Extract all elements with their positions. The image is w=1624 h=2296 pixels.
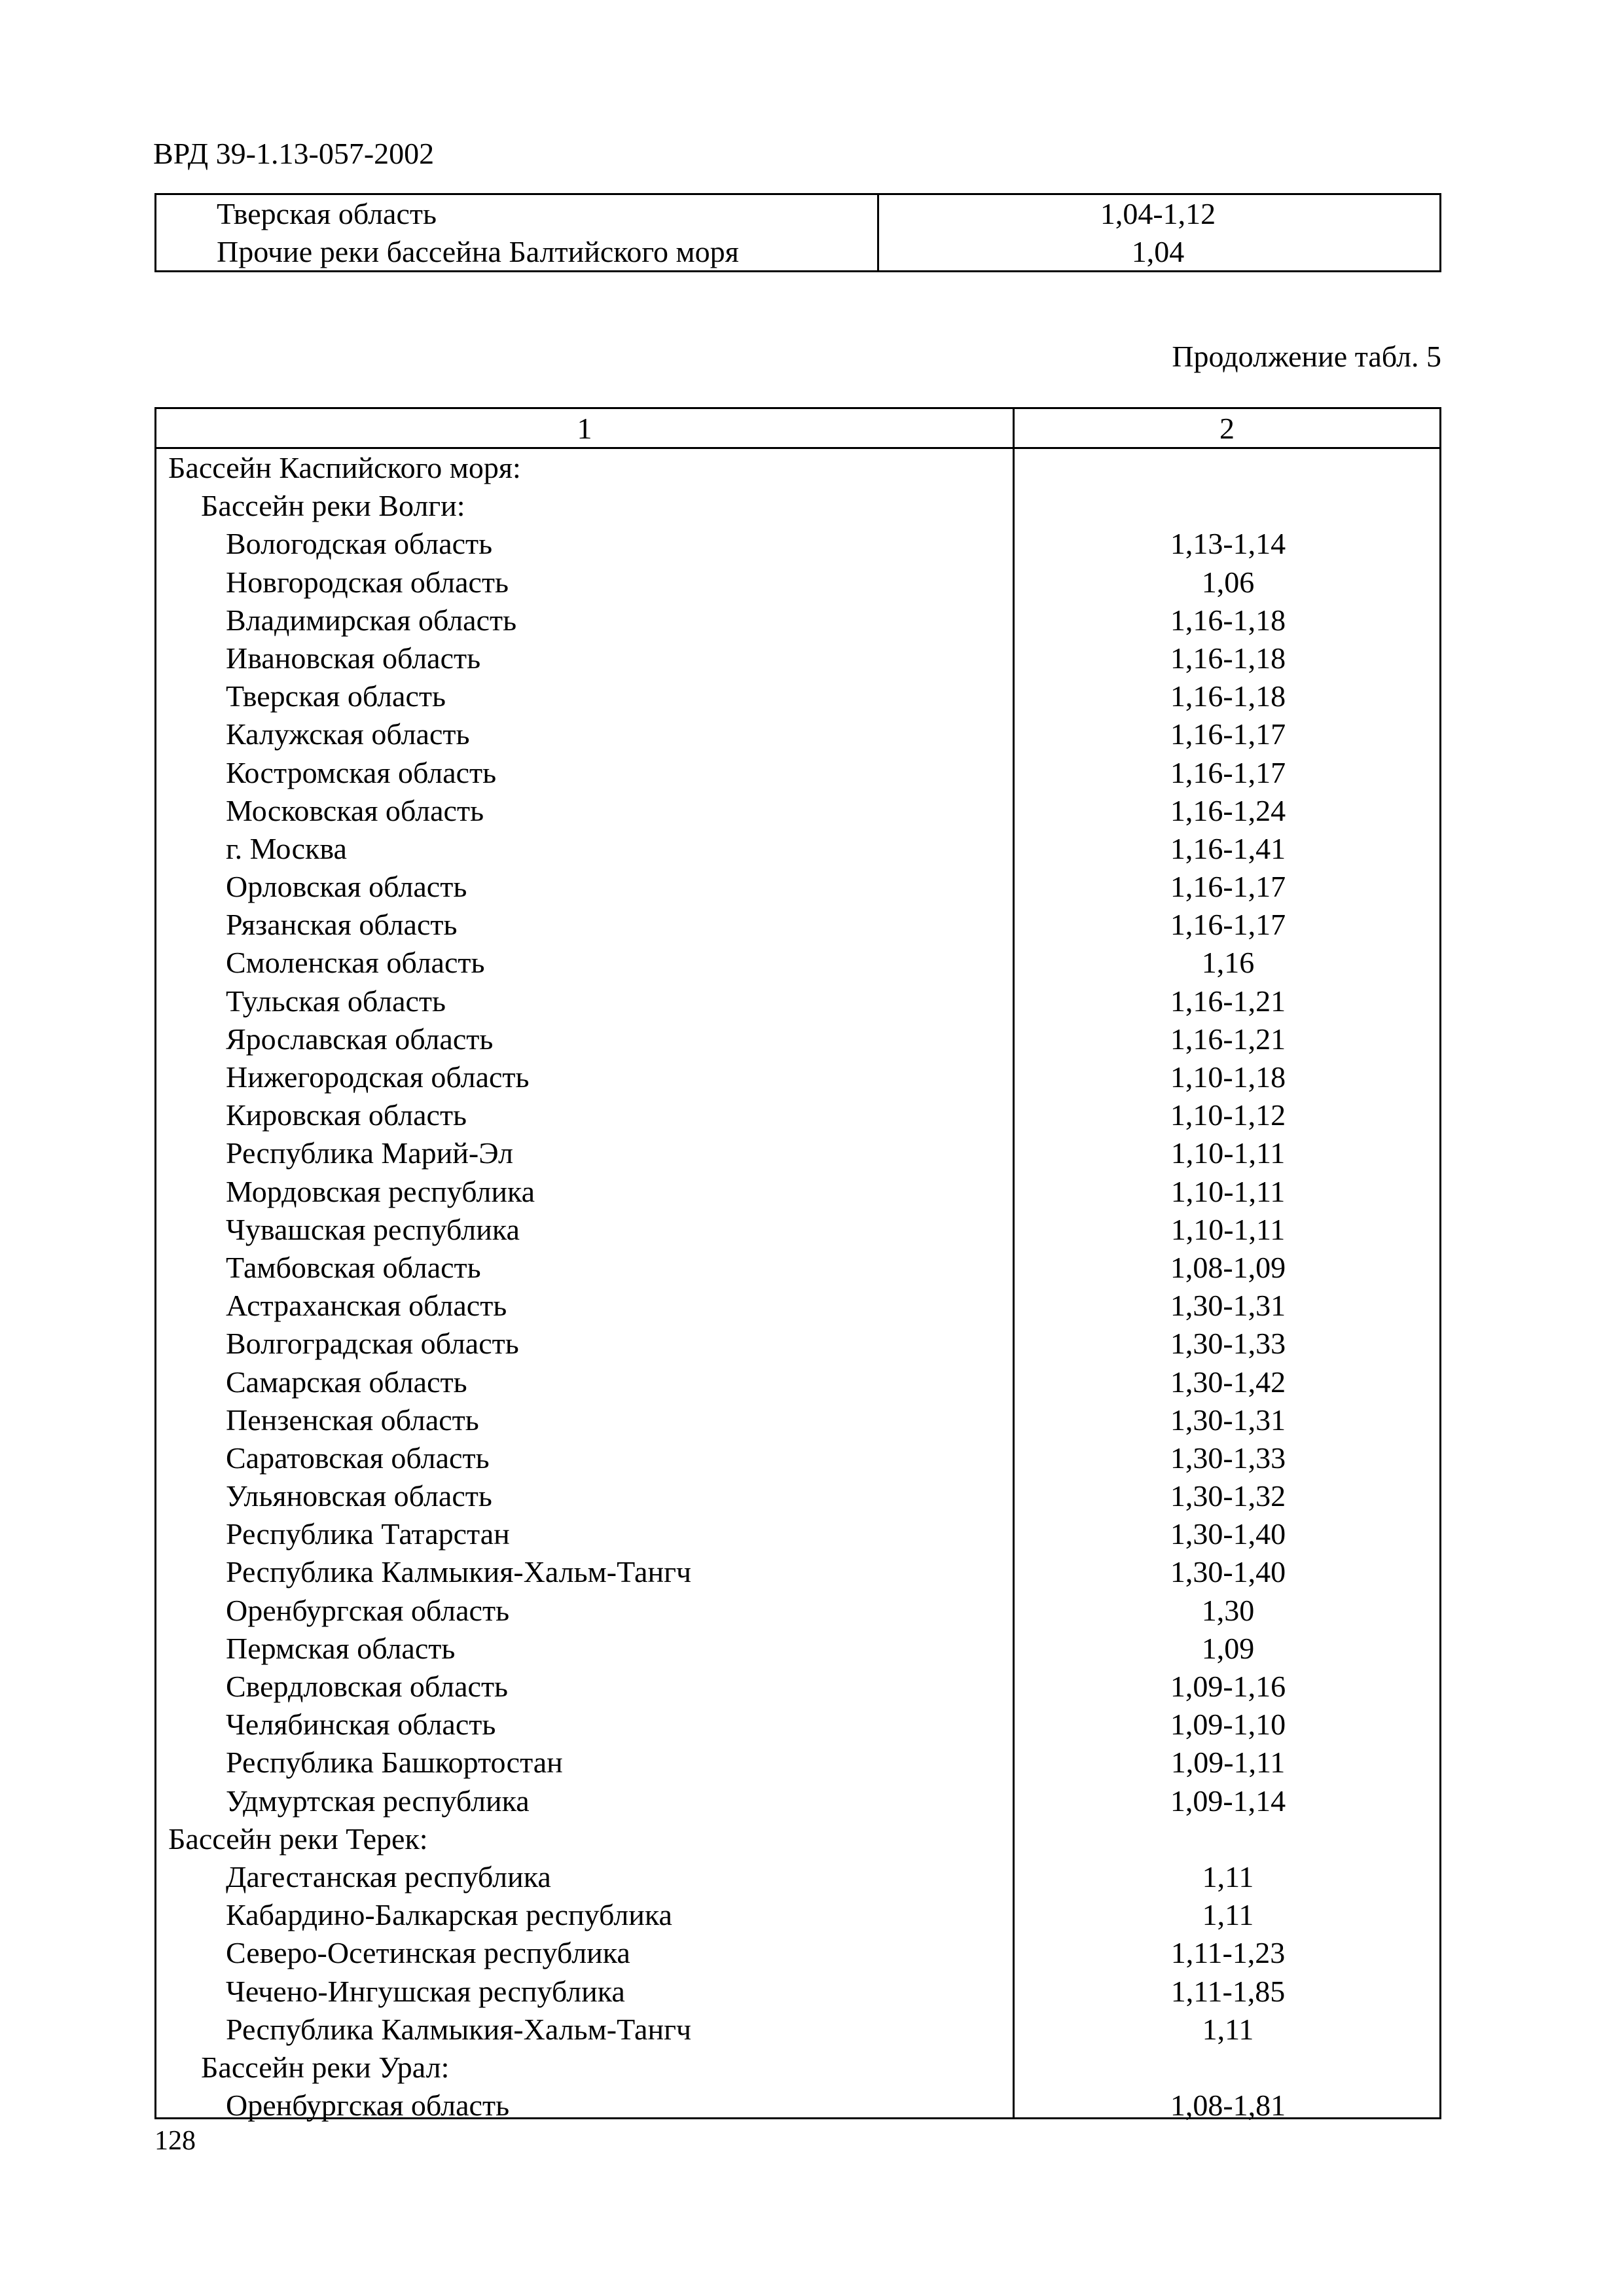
table-row (156, 1820, 1439, 1858)
table-row (156, 449, 1439, 487)
table-row (156, 1134, 1439, 1172)
table-row (156, 1592, 1439, 1630)
table-row (156, 487, 1439, 525)
region-name: Тамбовская область (226, 1250, 481, 1284)
region-name: Республика Татарстан (226, 1517, 510, 1551)
table-row (156, 2011, 1439, 2049)
coefficient-value: 1,06 (1201, 565, 1255, 599)
region-name: Бассейн реки Волги: (201, 489, 465, 523)
table-body (156, 449, 1439, 2125)
table-row (156, 1706, 1439, 1744)
table-row (156, 906, 1439, 944)
coefficient-value: 1,16-1,17 (1170, 755, 1286, 789)
region-name: Владимирская область (226, 603, 517, 637)
region-name: Вологодская область (226, 527, 493, 561)
region-name: Смоленская область (226, 946, 485, 980)
table-continuation-label: Продолжение табл. 5 (1172, 340, 1441, 373)
region-name: Кабардино-Балкарская республика (226, 1898, 672, 1932)
coefficient-value: 1,11 (1202, 1859, 1254, 1893)
coefficient-value: 1,16-1,21 (1170, 984, 1286, 1018)
table-row (156, 1896, 1439, 1934)
table-row (156, 1477, 1439, 1515)
region-name: Республика Марий-Эл (226, 1136, 513, 1170)
coefficient-value: 1,10-1,12 (1170, 1098, 1286, 1132)
table-row (156, 1058, 1439, 1096)
region-name: Дагестанская республика (226, 1859, 551, 1893)
coefficient-value: 1,16-1,17 (1170, 908, 1286, 942)
region-name: Чечено-Ингушская республика (226, 1974, 625, 2008)
region-name: г. Москва (226, 831, 347, 865)
table-row (156, 1211, 1439, 1249)
coefficient-value: 1,16-1,21 (1170, 1022, 1286, 1056)
region-name: Новгородская область (226, 565, 509, 599)
coefficient-value: 1,30-1,33 (1170, 1441, 1286, 1475)
table-row (156, 525, 1439, 563)
region-name: Удмуртская республика (226, 1784, 530, 1818)
table-row (156, 639, 1439, 677)
region-name: Тульская область (226, 984, 446, 1018)
table-row (156, 1363, 1439, 1401)
document-code: ВРД 39-1.13-057-2002 (153, 137, 435, 170)
coefficient-value: 1,16 (1201, 946, 1255, 980)
region-name: Костромская область (226, 755, 497, 789)
region-name: Тверская область (226, 679, 446, 713)
table-row (156, 1782, 1439, 1820)
region-name: Бассейн Каспийского моря: (168, 451, 521, 484)
table-row (156, 1249, 1439, 1287)
region-name: Республика Калмыкия-Хальм-Тангч (226, 1555, 692, 1589)
table-row (156, 1973, 1439, 2011)
table-row (156, 754, 1439, 792)
region-name: Калужская область (226, 717, 470, 751)
region-name: Оренбургская область (226, 2089, 510, 2123)
table-row (156, 2087, 1439, 2125)
table-row (156, 677, 1439, 715)
region-name: Республика Калмыкия-Хальм-Тангч (226, 2012, 692, 2046)
column-header-2: 2 (1219, 412, 1235, 445)
region-name: Оренбургская область (226, 1593, 510, 1627)
coefficient-value: 1,16-1,18 (1170, 679, 1286, 713)
table-row (156, 1439, 1439, 1477)
table-row (156, 982, 1439, 1020)
region-name: Самарская область (226, 1365, 467, 1399)
table-row (156, 868, 1439, 906)
coefficient-value: 1,04 (1131, 235, 1185, 268)
coefficient-value: 1,16-1,18 (1170, 603, 1286, 637)
coefficient-value: 1,16-1,24 (1170, 793, 1286, 827)
continued-table-top (154, 193, 1441, 272)
coefficient-value: 1,30-1,40 (1170, 1555, 1286, 1589)
table-row (156, 830, 1439, 868)
region-name: Бассейн реки Урал: (201, 2050, 450, 2084)
table-row (156, 195, 1439, 233)
table-row (156, 564, 1439, 601)
coefficient-value: 1,13-1,14 (1170, 527, 1286, 561)
table-row (156, 1934, 1439, 1972)
region-name: Мордовская республика (226, 1174, 535, 1208)
region-name: Республика Башкортостан (226, 1746, 563, 1780)
region-name: Чувашская республика (226, 1212, 520, 1246)
coefficient-value: 1,30-1,40 (1170, 1517, 1286, 1551)
coefficient-value: 1,30-1,42 (1170, 1365, 1286, 1399)
table-row (156, 715, 1439, 753)
region-name: Пензенская область (226, 1403, 479, 1437)
table-row (156, 1096, 1439, 1134)
coefficient-value: 1,30-1,32 (1170, 1479, 1286, 1513)
table-row (156, 944, 1439, 982)
coefficient-value: 1,09-1,11 (1170, 1746, 1286, 1780)
coefficient-value: 1,08-1,09 (1170, 1250, 1286, 1284)
coefficient-value: 1,09-1,10 (1170, 1708, 1286, 1742)
coefficient-value: 1,11-1,23 (1170, 1936, 1286, 1970)
coefficient-value: 1,16-1,17 (1170, 717, 1286, 751)
table-row (156, 1668, 1439, 1706)
region-name: Московская область (226, 793, 484, 827)
table-row (156, 1515, 1439, 1553)
region-name: Тверская область (217, 197, 437, 230)
coefficient-value: 1,30-1,31 (1170, 1289, 1286, 1323)
coefficient-value: 1,11 (1202, 1898, 1254, 1932)
region-name: Кировская область (226, 1098, 467, 1132)
coefficients-table (154, 407, 1441, 2123)
coefficient-value: 1,04-1,12 (1100, 197, 1216, 230)
coefficient-value: 1,16-1,17 (1170, 870, 1286, 904)
region-name: Бассейн реки Терек: (168, 1821, 428, 1856)
coefficient-value: 1,16-1,18 (1170, 641, 1286, 675)
coefficient-value: 1,10-1,18 (1170, 1060, 1286, 1094)
column-header-1: 1 (577, 412, 592, 445)
table-row (156, 1325, 1439, 1363)
table-row (156, 1744, 1439, 1782)
region-name: Астраханская область (226, 1289, 507, 1323)
table-row (156, 1553, 1439, 1591)
table-row (156, 1287, 1439, 1325)
table-row (156, 1858, 1439, 1896)
page-number: 128 (154, 2126, 196, 2156)
table-row (156, 233, 1439, 271)
region-name: Ярославская область (226, 1022, 494, 1056)
region-name: Ульяновская область (226, 1479, 492, 1513)
coefficient-value: 1,11 (1202, 2012, 1254, 2046)
table-row (156, 1173, 1439, 1211)
region-name: Саратовская область (226, 1441, 490, 1475)
coefficient-value: 1,10-1,11 (1170, 1212, 1286, 1246)
coefficient-value: 1,30-1,33 (1170, 1327, 1286, 1361)
region-name: Волгоградская область (226, 1327, 519, 1361)
coefficient-value: 1,30 (1201, 1593, 1255, 1627)
region-name: Пермская область (226, 1631, 456, 1665)
region-name: Нижегородская область (226, 1060, 530, 1094)
region-name: Прочие реки бассейна Балтийского моря (217, 235, 739, 268)
coefficient-value: 1,10-1,11 (1170, 1136, 1286, 1170)
coefficient-value: 1,09-1,14 (1170, 1784, 1286, 1818)
table-row (156, 1630, 1439, 1668)
coefficient-value: 1,09 (1201, 1631, 1255, 1665)
table-row (156, 792, 1439, 830)
region-name: Орловская область (226, 870, 467, 904)
table-row (156, 1401, 1439, 1439)
coefficient-value: 1,09-1,16 (1170, 1670, 1286, 1703)
region-name: Челябинская область (226, 1708, 496, 1742)
coefficient-value: 1,16-1,41 (1170, 831, 1286, 865)
table-row (156, 601, 1439, 639)
coefficient-value: 1,10-1,11 (1170, 1174, 1286, 1208)
region-name: Рязанская область (226, 908, 458, 942)
table-row (156, 1020, 1439, 1058)
coefficient-value: 1,08-1,81 (1170, 2089, 1286, 2123)
region-name: Северо-Осетинская республика (226, 1936, 630, 1970)
table-row (156, 2049, 1439, 2087)
region-name: Свердловская область (226, 1670, 509, 1703)
coefficient-value: 1,11-1,85 (1170, 1974, 1286, 2008)
coefficient-value: 1,30-1,31 (1170, 1403, 1286, 1437)
region-name: Ивановская область (226, 641, 481, 675)
